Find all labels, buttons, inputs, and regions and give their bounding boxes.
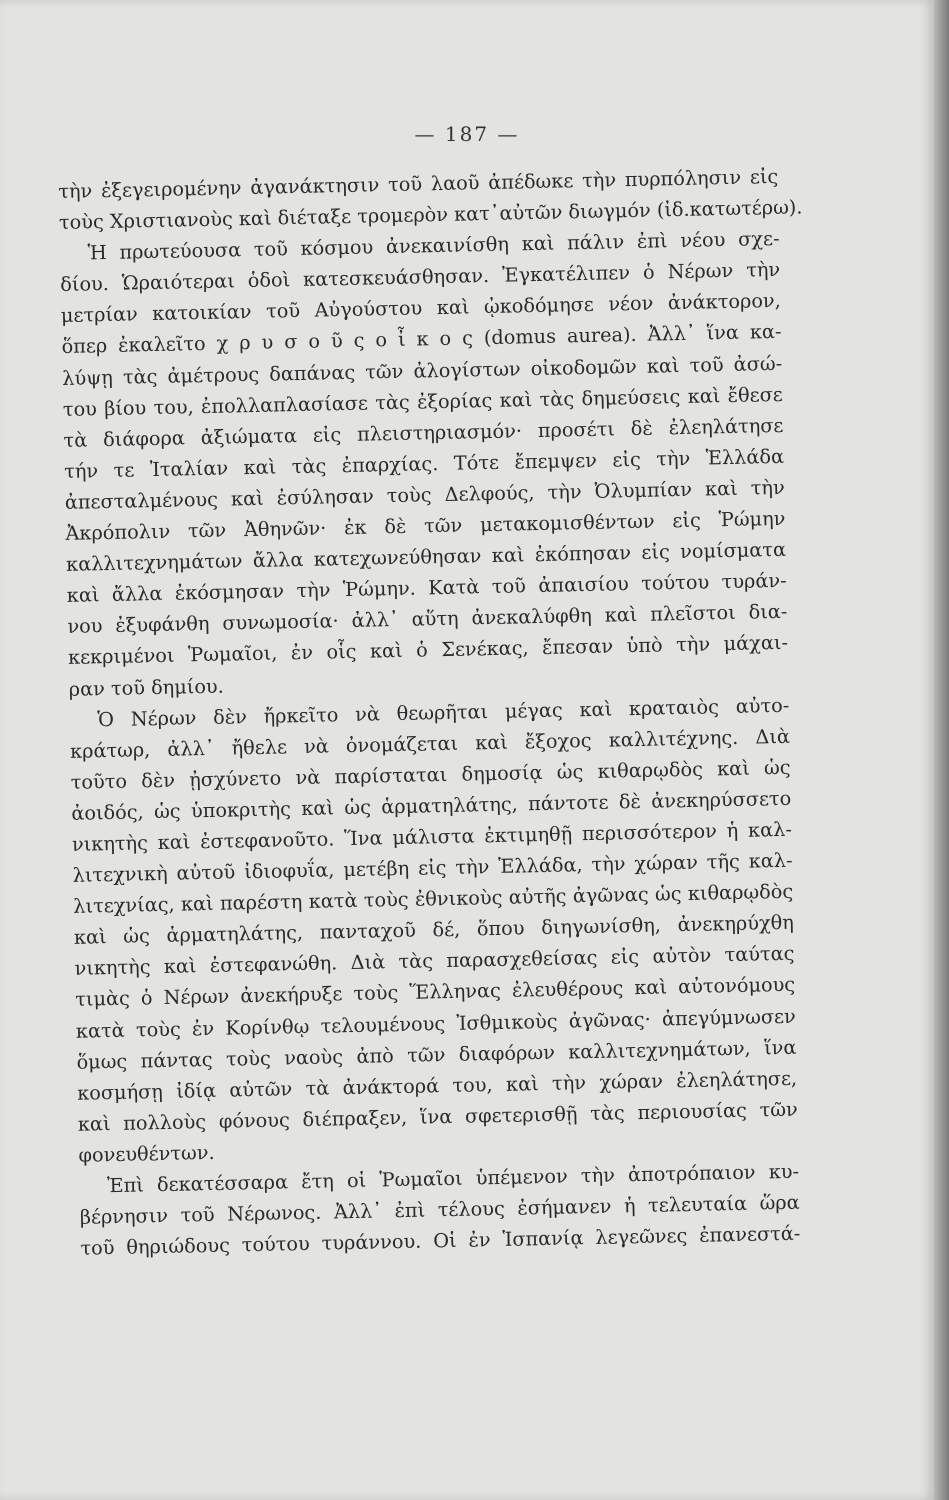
text-line: κατὰ τοὺς ἐν Κορίνθῳ τελουμένους Ἰσθμικοὺς ἀγῶνας· ἀπεγύμνωσεν [75,1004,796,1043]
text-line: καὶ πολλοὺς φόνους διέπραξεν, ἵνα σφετερισθῇ τὰς περιουσίας τῶν [77,1097,798,1136]
text-line: λιτεχνικὴ αὐτοῦ ἰδιοφυΐα, μετέβη εἰς τὴν Ἑλλάδα, τὴν χώραν τῆς καλ- [72,848,793,887]
text-line: βέρνησιν τοῦ Νέρωνος. Ἀλλ᾽ ἐπὶ τέλους ἐσήμανεν ἡ τελευταία ὥρα [79,1190,800,1229]
text-line: του βίου του, ἐπολλαπλασίασε τὰς ἐξορίας καὶ τὰς δημεύσεις καὶ ἔθεσε [62,382,783,421]
text-line: τοῦτο δὲν ᾐσχύνετο νὰ παρίσταται δημοσίᾳ ὡς κιθαρῳδὸς καὶ ὡς [70,755,791,794]
text-line: Ὁ Νέρων δὲν ἤρκεῖτο νὰ θεωρῆται μέγας καὶ κραταιὸς αὐτο- [97,693,790,731]
text-line: ἀοιδός, ὡς ὑποκριτὴς καὶ ὡς ἁρματηλάτης, πάντοτε δὲ ἀνεκηρύσσετο [71,786,792,825]
text-line: τὰ διάφορα ἀξιώματα εἰς πλειστηριασμόν· προσέτι δὲ ἐλεηλάτησε [63,413,784,452]
text-line: ὅμως πάντας τοὺς ναοὺς ἀπὸ τῶν διαφόρων καλλιτεχνημάτων, ἵνα [76,1035,797,1074]
text-line: τιμὰς ὁ Νέρων ἀνεκήρυξε τοὺς Ἕλληνας ἐλευθέρους καὶ αὐτονόμους [75,973,796,1012]
text-line: Ἐπὶ δεκατέσσαρα ἔτη οἱ Ῥωμαῖοι ὑπέμενον τὴν ἀποτρόπαιον κυ- [106,1159,800,1198]
text-line: κράτωρ, ἀλλ᾽ ἤθελε νὰ ὀνομάζεται καὶ ἔξοχος καλλιτέχνης. Διὰ [69,724,791,763]
text-line: νικητὴς καὶ ἐστεφανώθη. Διὰ τὰς παρασχεθείσας εἰς αὐτὸν ταύτας [74,942,795,981]
text-line: καὶ ἄλλα ἐκόσμησαν τὴν Ῥώμην. Κατὰ τοῦ ἀπαισίου τούτου τυράν- [66,569,787,608]
text-line: νου ἐξυφάνθη συνωμοσία· ἀλλ᾽ αὕτη ἀνεκαλύφθη καὶ πλεῖστοι δια- [67,600,788,639]
text-line: τοῦ θηριώδους τούτου τυράννου. Οἱ ἐν Ἱσπανίᾳ λεγεῶνες ἐπανεστά- [80,1221,801,1260]
text-line: λιτεχνίας, καὶ παρέστη κατὰ τοὺς ἐθνικοὺς αὐτῆς ἀγῶνας ὡς κιθαρῳδὸς [73,879,794,918]
body-text [58,161,801,1264]
text-line: Ἡ πρωτεύουσα τοῦ κόσμου ἀνεκαινίσθη καὶ πάλιν ἐπὶ νέου σχε- [87,227,780,265]
text-line: κεκριμένοι Ῥωμαῖοι, ἐν οἷς καὶ ὁ Σενέκας, ἔπεσαν ὑπὸ τὴν μάχαι- [67,631,789,670]
text-line: τὴν ἐξεγειρομένην ἀγανάκτησιν τοῦ λαοῦ ἀπέδωκε τὴν πυρπόλησιν εἰς [58,164,779,203]
text-line: τήν τε Ἰταλίαν καὶ τὰς ἐπαρχίας. Τότε ἔπεμψεν εἰς τὴν Ἑλλάδα [63,444,785,483]
text-line: ραν τοῦ δημίου. [68,674,224,701]
text-line: καὶ ὡς ἁρματηλάτης, πανταχοῦ δέ, ὅπου διηγωνίσθη, ἀνεκηρύχθη [73,911,795,950]
text-line: κοσμήσῃ ἰδίᾳ αὐτῶν τὰ ἀνάκτορά του, καὶ τὴν χώραν ἐλεηλάτησε, [76,1066,798,1105]
text-line: μετρίαν κατοικίαν τοῦ Αὐγούστου καὶ ᾠκοδόμησε νέον ἀνάκτορον, [60,289,782,328]
text-line: Ἀκρόπολιν τῶν Ἀθηνῶν· ἐκ δὲ τῶν μετακομισθέντων εἰς Ῥώμην [65,506,786,545]
text-line: ὅπερ ἐκαλεῖτο χ ρ υ σ ο ῦ ς ο ἶ κ ο ς (domus aurea). Ἀλλ᾽ ἵνα κα- [61,320,782,359]
text-line: νικητὴς καὶ ἐστεφανοῦτο. Ἵνα μάλιστα ἐκτιμηθῇ περισσότερον ἡ καλ- [71,817,793,856]
text-line: ἀπεσταλμένους καὶ ἐσύλησαν τοὺς Δελφούς, τὴν Ὀλυμπίαν καὶ τὴν [64,475,785,514]
text-line: φονευθέντων. [78,1140,215,1167]
page-edge [934,0,949,1500]
text-line: δίου. Ὡραιότεραι ὁδοὶ κατεσκευάσθησαν. Ἐγκατέλιπεν ὁ Νέρων τὴν [60,258,781,297]
page-number: — 187 — [414,122,520,146]
text-line: τοὺς Χριστιανοὺς καὶ διέταξε τρομερὸν κατ᾽αὐτῶν διωγμόν (ἰδ.κατωτέρω). [58,195,803,235]
text-line: λύψῃ τὰς ἀμέτρους δαπάνας τῶν ἀλογίστων οἰκοδομῶν καὶ τοῦ ἀσώ- [61,351,783,390]
text-line: καλλιτεχνημάτων ἄλλα κατεχωνεύθησαν καὶ ἐκόπησαν εἰς νομίσματα [65,537,787,577]
